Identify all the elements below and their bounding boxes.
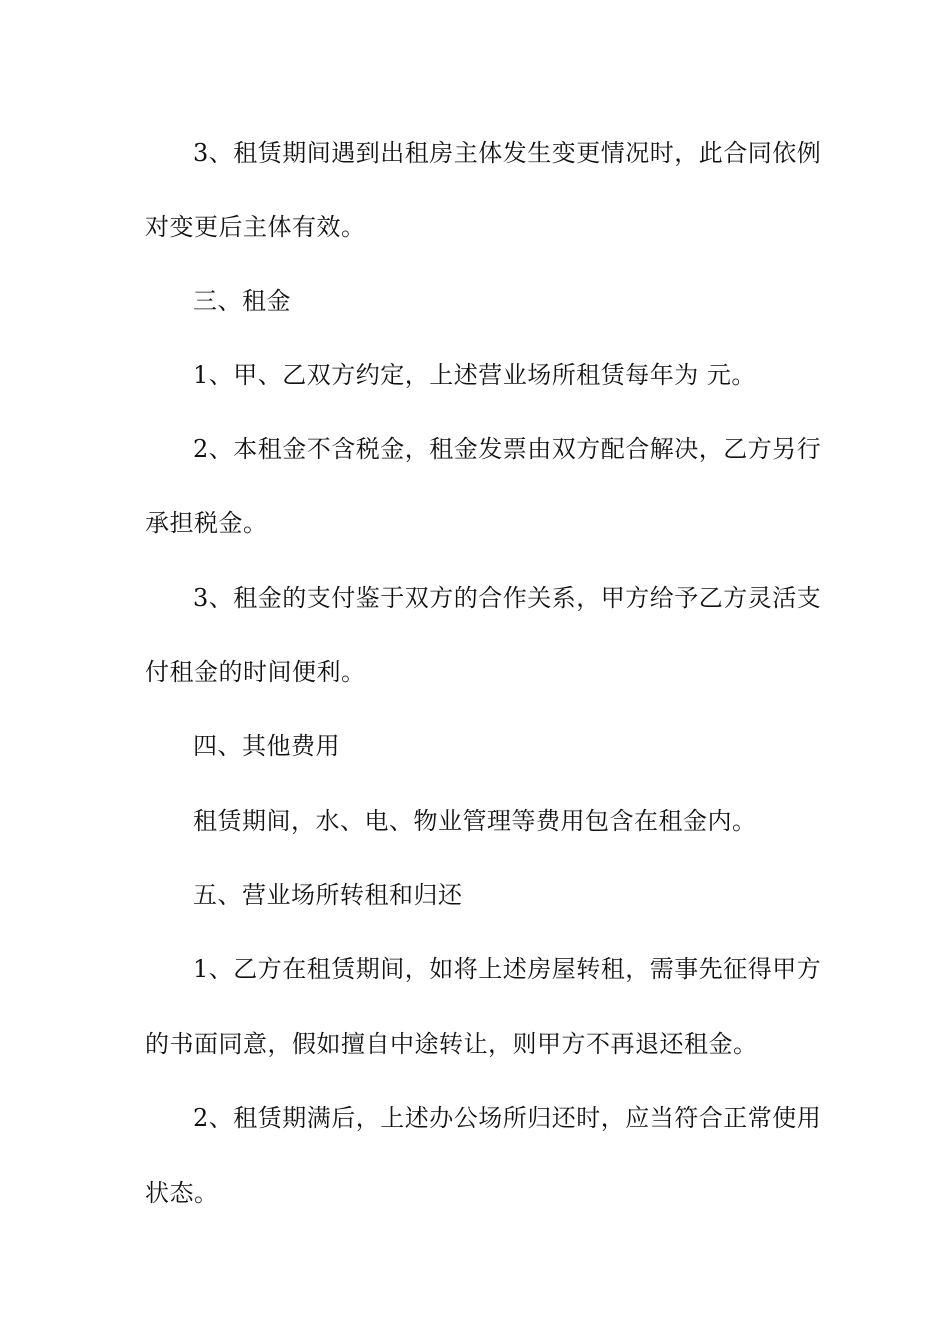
paragraph-line: 的书面同意，假如擅自中途转让，则甲方不再退还租金。 xyxy=(145,1030,758,1058)
paragraph-line: 1、甲、乙双方约定，上述营业场所租赁每年为 元。 xyxy=(193,361,756,389)
paragraph-line: 2、租赁期满后，上述办公场所归还时，应当符合正常使用 xyxy=(193,1104,822,1132)
paragraph-line: 状态。 xyxy=(145,1179,219,1207)
paragraph-line: 承担税金。 xyxy=(145,509,268,537)
paragraph-line: 对变更后主体有效。 xyxy=(145,213,366,241)
section-heading: 五、营业场所转租和归还 xyxy=(193,881,463,909)
section-heading: 四、其他费用 xyxy=(193,732,340,760)
paragraph-line: 2、本租金不含税金，租金发票由双方配合解决，乙方另行 xyxy=(193,435,822,463)
paragraph-line: 3、租赁期间遇到出租房主体发生变更情况时，此合同依例 xyxy=(193,139,822,167)
paragraph-line: 1、乙方在租赁期间，如将上述房屋转租，需事先征得甲方 xyxy=(193,955,822,983)
section-heading: 三、租金 xyxy=(193,287,291,315)
paragraph-line: 3、租金的支付鉴于双方的合作关系，甲方给予乙方灵活支 xyxy=(193,584,822,612)
paragraph-line: 付租金的时间便利。 xyxy=(145,658,366,686)
paragraph-line: 租赁期间，水、电、物业管理等费用包含在租金内。 xyxy=(193,807,757,835)
